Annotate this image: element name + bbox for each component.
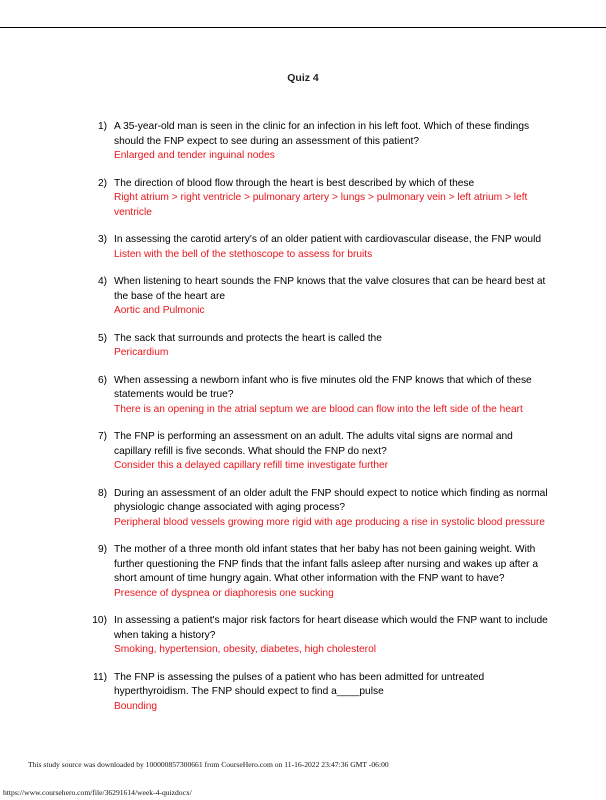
answer-text: Listen with the bell of the stethoscope to assess for bruits	[114, 248, 373, 260]
answer-text: Peripheral blood vessels growing more rigid with age producing a rise in systolic blood pressure	[114, 516, 545, 528]
question-item	[88, 671, 548, 715]
answer-text: Consider this a delayed capillary refill time investigate further	[114, 460, 389, 471]
question-text: The mother of a three month old infant states that her baby has not been gaining weight. With further questioning the FNP finds that the infant falls asleep after nursing and wakes up after a short amount of time hungry again. What other information with the FNP want to have?	[114, 544, 538, 584]
question-number: 3)	[97, 234, 107, 245]
question-text: The FNP is assessing the pulses of a patient who has been admitted for untreated hyperthyroidism. The FNP should expect to find a____pulse	[114, 671, 485, 697]
question-item	[88, 120, 548, 164]
question-item	[88, 374, 548, 418]
answer-text: Bounding	[114, 700, 158, 712]
top-rule	[0, 27, 606, 28]
answer-text: Pericardium	[114, 347, 169, 358]
question-number: 4)	[97, 276, 107, 287]
question-number: 9)	[97, 544, 107, 555]
answer-text: Enlarged and tender inguinal nodes	[114, 150, 275, 161]
question-number: 2)	[97, 177, 107, 189]
question-text: A 35-year-old man is seen in the clinic for an infection in his left foot. Which of these findings should the FNP expect to see during an assessment of this patient?	[114, 121, 530, 147]
question-number: 10)	[92, 615, 107, 626]
answer-text: There is an opening in the atrial septum we are blood can flow into the left side of the heart	[114, 403, 523, 415]
source-url-link[interactable]: https://www.coursehero.com/file/36291614/week-4-quizdocx/	[3, 788, 192, 797]
question-number: 6)	[97, 374, 107, 386]
question-text: In assessing the carotid artery's of an older patient with cardiovascular disease, the FNP would	[114, 234, 542, 245]
question-number: 7)	[97, 431, 107, 442]
page-title: Quiz 4	[287, 72, 319, 84]
question-item	[88, 614, 548, 658]
question-text: The FNP is performing an assessment on an adult. The adults vital signs are normal and capillary refill is five seconds. What should the FNP do next?	[114, 431, 513, 457]
question-item	[88, 233, 548, 262]
question-item	[88, 332, 548, 361]
question-text: When assessing a newborn infant who is five minutes old the FNP knows that which of these statements would be true?	[114, 374, 532, 400]
answer-text: Presence of dyspnea or diaphoresis one sucking	[114, 587, 334, 599]
question-text: When listening to heart sounds the FNP knows that the valve closures that can be heard best at the base of the heart are	[114, 276, 546, 302]
question-item	[88, 275, 548, 319]
question-number: 11)	[93, 671, 107, 683]
question-text: The direction of blood flow through the heart is best described by which of these	[114, 177, 475, 189]
download-notice: This study source was downloaded by 100000857300661 from CourseHero.com on 11-16-2022 23:47:36 GMT -06:00	[28, 760, 389, 769]
question-item	[88, 177, 548, 221]
answer-text: Smoking, hypertension, obesity, diabetes, high cholesterol	[114, 644, 377, 655]
question-text: In assessing a patient's major risk factors for heart disease which would the FNP want to include when taking a history?	[114, 615, 548, 641]
question-item	[88, 430, 548, 474]
question-text: During an assessment of an older adult the FNP should expect to notice which finding as normal physiologic change associated with aging process?	[114, 487, 548, 513]
question-item	[88, 543, 548, 601]
question-number: 1)	[97, 121, 107, 132]
question-number: 8)	[97, 487, 107, 499]
answer-text: Aortic and Pulmonic	[114, 305, 205, 316]
question-text: The sack that surrounds and protects the heart is called the	[114, 332, 382, 344]
question-number: 5)	[97, 332, 107, 344]
question-item	[88, 487, 548, 531]
answer-text: Right atrium > right ventricle > pulmonary artery > lungs > pulmonary vein > left atrium > left ventricle	[114, 192, 528, 218]
question-list	[88, 120, 548, 727]
